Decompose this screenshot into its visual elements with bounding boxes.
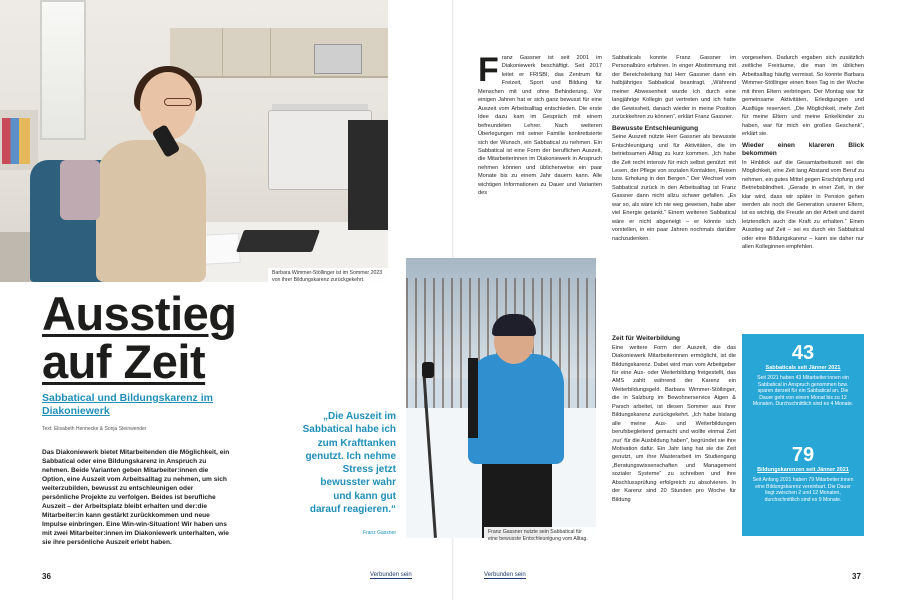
footer-left: Verbunden sein xyxy=(370,572,412,578)
photo-glasses xyxy=(164,98,192,106)
section-heading: Bewusste Entschleunigung xyxy=(612,124,699,132)
body-column-4 xyxy=(742,54,864,252)
pull-quote-author: Franz Gassner xyxy=(362,530,396,536)
section-heading: Wieder einen klareren Blick bekommen xyxy=(742,141,864,158)
stat-text: Seit 2021 haben 43 Mitarbeiter:innen ein Sabbatical in Anspruch genommen bzw. sparen derzeit für ein Sabbatical an. Die Dauer geht von einem Monat bis zu 12 Monaten. Durchschnittlich sind es 4 Monate. xyxy=(752,375,854,408)
body-column-2 xyxy=(612,54,736,243)
stat-number: 79 xyxy=(791,444,815,466)
body-text: In Hinblick auf die Gesamtarbeitszeit sei die Möglichkeit, eine Zeit lang Abstand vom Beruf zu nehmen, ein gutes Mittel gegen Erschöpfung und Betriebsblindheit. „Gerade in einer Zeit, in der klar wird, dass wir später in Pension gehen werden als noch die Generation unserer Eltern, ist es wichtig, die Freude an der Arbeit und damit letztendlich auch die Kraft zu erhalten.“ Einen Ausstieg auf Zeit – sei es durch ein Sabbatical oder eine Bildungskarenz – kann sie daher nur allen Kolleginnen empfehlen. xyxy=(742,159,864,251)
body-text: ranz Gassner ist seit 2001 im Diakoniewerk beschäftigt. Seit 2017 leitet er FRISBI, das Zentrum für Freizeit, Sport und Bildung für Menschen mit und ohne Behinderung. Vor einigen Jahren hat er sich ganz bewusst für eine Auszeit vom Arbeitsalltag entschieden. Die erste Idee dazu kam im Gespräch mit einem befreundeten Lehrer. Nach weiteren Überlegungen mit seiner Familie konkretisierte sich der Wunsch, ein Sabbatical zu nehmen. Ein Sabbatical ist eine Form der beruflichen Auszeit, die Mitarbeiterinnen im Diakoniewerk in Anspruch nehmen können und üblicherweise ein paar Monate bis zu einem Jahr dauern kann. Alle wichtigen Informationen zu Dauer und Varianten des xyxy=(478,55,602,197)
footer-right: Verbunden sein xyxy=(484,572,526,578)
pull-quote: „Die Auszeit im Sabbatical habe ich zum Krafttanken genutzt. Ich nehme Stress jetzt bewusster wahr und kann gut darauf reagieren.“ xyxy=(302,411,396,516)
photo-booklets xyxy=(2,118,30,164)
photo-ski-pole-grip xyxy=(422,362,434,378)
photo-keyboard xyxy=(236,230,320,252)
photo-shawl xyxy=(60,160,100,220)
photo-monitor xyxy=(348,120,388,230)
article-title xyxy=(42,287,237,388)
body-column-3 xyxy=(612,332,736,504)
photo-woman-at-desk xyxy=(0,0,388,282)
photo-microwave xyxy=(314,44,362,74)
body-text: Eine weitere Form der Auszeit, die das Diakoniewerk Mitarbeiterinnen ermöglicht, ist die Bildungskarenz. Dabei wird man vom Arbeitgeber für eine Aus- oder Weiterbildung freigestellt, das AMS zahlt während der Karenz ein Weiterbildungsgeld. Barbara Wimmer-Stöllinger, die in Salzburg im Bewohnerservice Aigen & Parsch arbeitet, ist diesen Sommer aus ihrer Bildungskarenz zurückgekehrt. „Ich habe bislang alle meine Aus- und Weiterbildungen berufsbegleitend gemacht und wollte einmal Zeit ‚nur‘ für die Ausbildung haben“, begründet sie ihre Motivation dafür. Ein Jahr lang hat sie die Zeit genutzt, um ihre Masterarbeit im Studiengang „Beratungswissenschaften und Management sozialer Systeme“ zu schreiben und ihre Abschlussprüfung erfolgreich zu absolvieren. In der Karenz sind 20 Stunden pro Woche für Bildung xyxy=(612,344,736,503)
photo-caption-office: Barbara Wimmer-Stöllinger ist im Sommer 2023 von ihrer Bildungskarenz zurückgekehrt. xyxy=(268,268,394,286)
photo-window xyxy=(40,0,86,140)
photo-cabinet-divider xyxy=(222,28,223,78)
article-lead: Das Diakoniewerk bietet Mitarbeitenden die Möglichkeit, ein Sabbatical oder eine Bildungskarenz in Anspruch zu nehmen. Beide Varianten geben Mitarbeiter:innen die Option, eine Auszeit vom Arbeitsalltag zu nehmen, um sich weiterzubilden, bewusst zu entschleunigen oder persönliche Projekte zu verfolgen. Beides ist berufliche Auszeit – der Arbeitsplatz bleibt erhalten und der:die Mitarbeiter:in kann gestärkt zurückkommen und neue Impulse einbringen. Eine Win-win-Situation! Wir haben uns mit zwei Mitarbeiter:innen im Diakoniewerk unterhalten, wie sie ihre persönliche Auszeit erlebt haben. xyxy=(42,449,230,547)
title-line-1: Ausstieg xyxy=(42,287,237,340)
stat-label: Bildungskarenzen seit Jänner 2021 xyxy=(757,467,849,473)
stat-text: Seit Anfang 2021 haben 79 Mitarbeiter:innen eine Bildungskarenz vereinbart. Die Dauer liegt zwischen 2 und 12 Monaten, durchschnittlich sind es 9 Monate. xyxy=(752,477,854,503)
photo-man-jacket xyxy=(468,354,564,464)
title-line-2: auf Zeit xyxy=(42,335,206,388)
photo-caption-snow: Franz Gassner nutzte sein Sabbatical für eine bewusste Entschleunigung vom Alltag. xyxy=(484,527,596,545)
body-text: vorgesehen. Dadurch ergaben sich zusätzlich zeitliche Freiräume, die man im üblichen Arbeitsalltag häufig vermisst. So konnte Barbara Wimmer-Stöllinger einen fixen Tag in der Woche mit ihren Eltern verbringen. Der Montag war für gemeinsame Aktivitäten, Erledigungen und Ausflüge reserviert. „Die Möglichkeit, mehr Zeit für meine Eltern und meine Enkelkinder zu haben, war für mich ein großes Geschenk“, erklärt sie. xyxy=(742,55,864,138)
body-text: Sabbaticals konnte Franz Gassner im Personalbüro erfahren. In enger Abstimmung mit der Bereichsleitung hat Herr Gassner dann ein halbjähriges Sabbatical beantragt. „Während meiner Abwesenheit wurde ich durch eine langjährige Kollegin gut vertreten und ich hatte die Gewissheit, danach wieder in meine Position zurückkehren zu können“, erklärt Franz Gassner. xyxy=(612,55,736,121)
page-number-left: 36 xyxy=(42,572,51,581)
photo-backpack-strap xyxy=(468,358,478,438)
article-subtitle: Sabbatical und Bildungskarenz im Diakoniewerk xyxy=(42,392,213,417)
photo-cabinet-divider xyxy=(270,28,271,78)
page-number-right: 37 xyxy=(852,572,861,581)
article-byline: Text: Elisabeth Hennecke & Sonja Steinwender xyxy=(42,426,147,432)
stat-box-bildungskarenzen xyxy=(742,436,864,536)
stat-box-sabbaticals xyxy=(742,334,864,436)
photo-man-in-snow xyxy=(406,258,596,538)
section-heading: Zeit für Weiterbildung xyxy=(612,335,681,342)
photo-woman-body xyxy=(96,140,206,282)
drop-cap: F xyxy=(478,51,499,89)
body-text: Seine Auszeit nützte Herr Gassner als bewusste Entschleunigung und für Aktivitäten, die im betriebsamen Alltag zu kurz kommen. „Ich habe die Zeit recht intensiv für mich selbst genützt: mit Lesen, der Pflege von sozialen Kontakten, Reisen bzw. Erholung in den Bergen.“ Der Wechsel vom Sabbatical zurück in den Arbeitsalltag ist Franz Gassner dann nicht allzu schwer gefallen. „Es war so, als wäre ich nie weg gewesen, habe aber viel Energie getankt.“ Einem weiteren Sabbatical wäre er nicht abgeneigt – er könnte sich vorstellen, in ein paar Jahren nochmals darüber nachzudenken. xyxy=(612,134,736,242)
stat-number: 43 xyxy=(791,342,815,364)
photo-man-pants xyxy=(482,458,552,538)
stat-label: Sabbaticals seit Jänner 2021 xyxy=(765,365,841,371)
body-column-1 xyxy=(478,51,602,198)
